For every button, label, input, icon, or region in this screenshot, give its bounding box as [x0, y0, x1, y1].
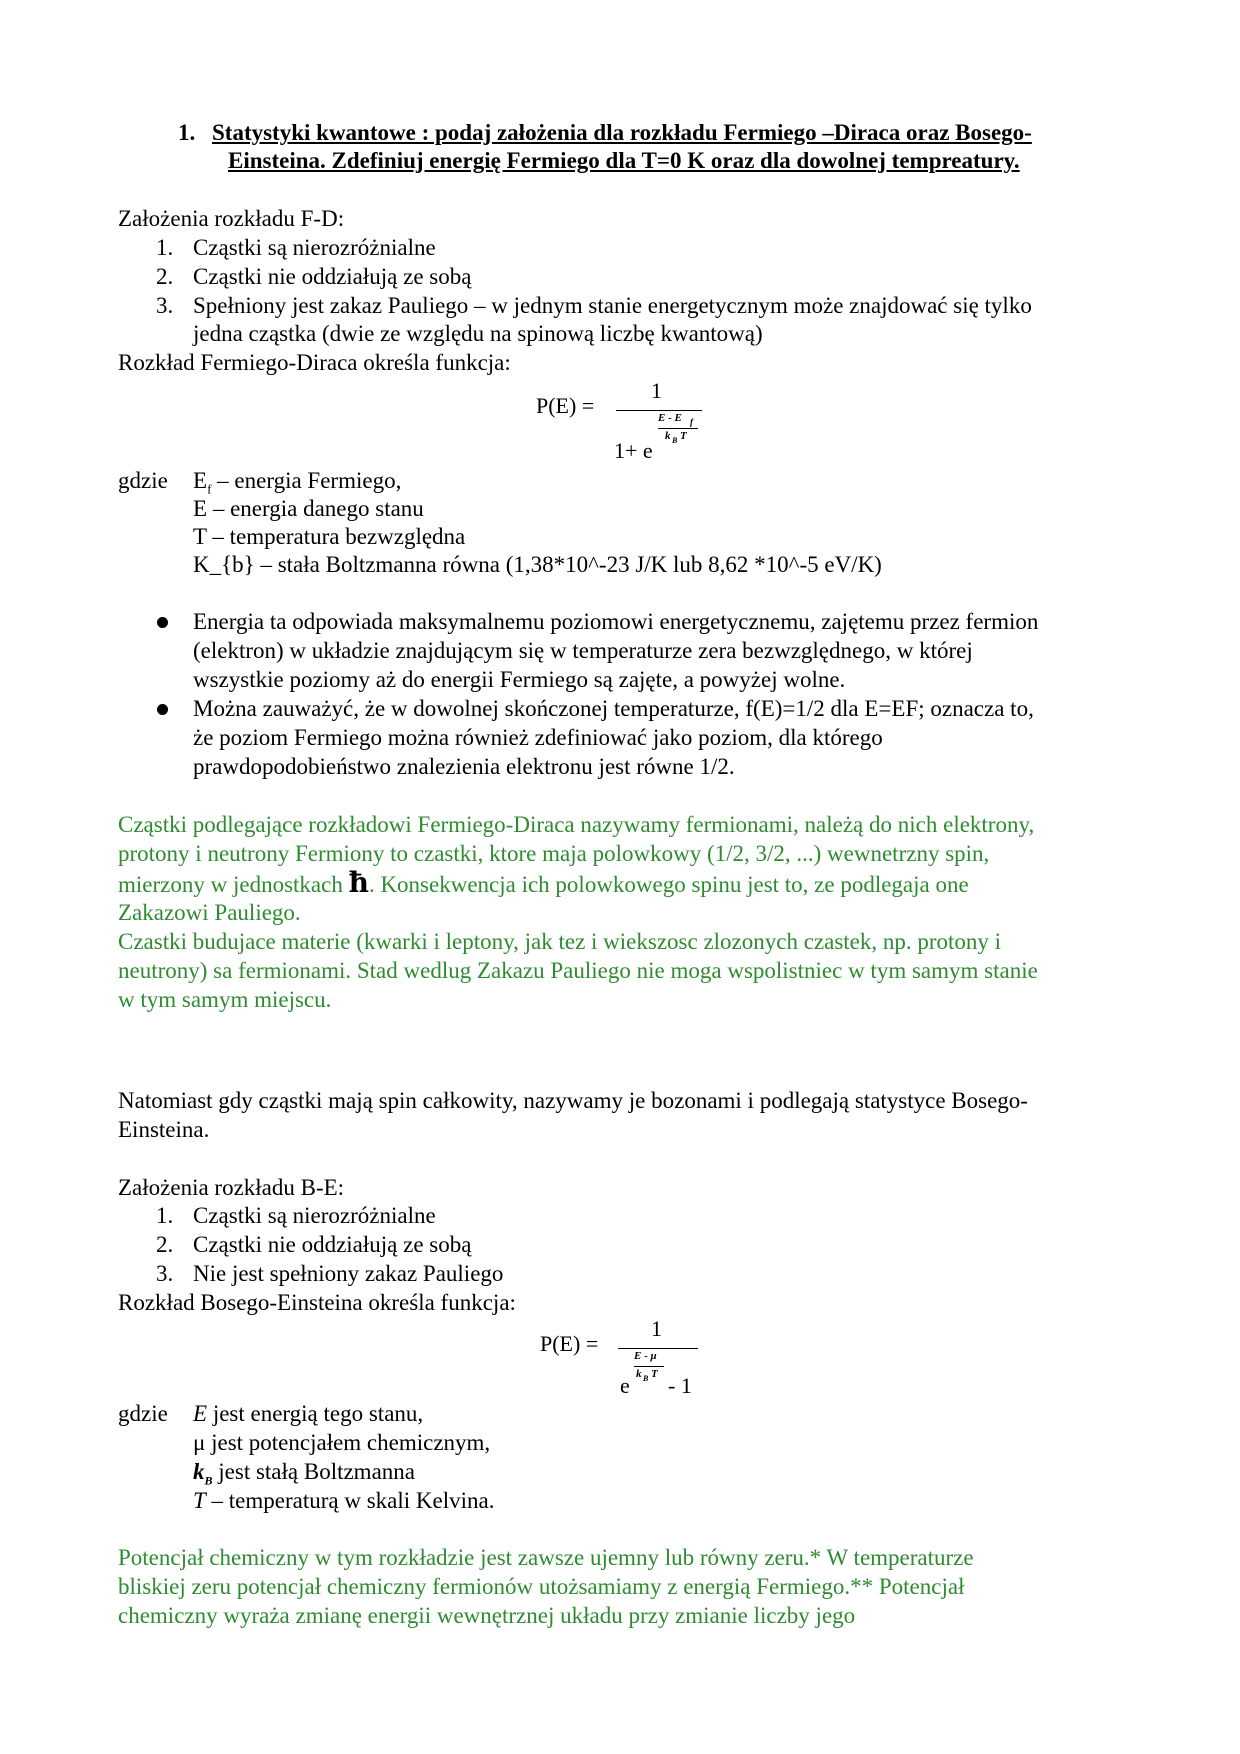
be-item-number: 2.: [156, 1232, 174, 1257]
be-item-number: 3.: [156, 1261, 174, 1286]
fd-item-number: 1.: [156, 235, 174, 260]
green-text-line: protony i neutrony Fermiony to czastki, ktore maja polowkowy (1/2, 3/2, ...) wewnetrzny spin,: [118, 841, 990, 866]
heading-line-1: Statystyki kwantowe : podaj założenia dla rozkładu Fermiego –Diraca oraz Bosego-: [212, 120, 1032, 145]
fd-item-number: 3.: [156, 293, 174, 318]
fd-exp-bot-t: T: [680, 430, 687, 442]
bullet-line: Energia ta odpowiada maksymalnemu poziomowi energetycznemu, zajętemu przez fermion: [193, 609, 1039, 634]
fd-formula-fraction-line: [616, 410, 702, 411]
green-text-line: Cząstki podlegające rozkładowi Fermiego-Diraca nazywamy fermionami, należą do nich elektrony,: [118, 812, 1035, 837]
bullet-icon: [157, 704, 168, 715]
be-formula-fraction-line: [618, 1348, 698, 1349]
bullet-line: wszystkie poziomy aż do energii Fermiego są zajęte, a powyżej wolne.: [193, 667, 846, 692]
fd-formula-denominator: 1+ e: [614, 438, 653, 463]
be-where-line: E jest energią tego stanu,: [193, 1401, 424, 1426]
be-intro-line: Natomiast gdy cząstki mają spin całkowity, nazywamy je bozonami i podlegają statystyce Bosego-: [118, 1088, 1028, 1113]
green-text-line: Potencjał chemiczny w tym rozkładzie jest zawsze ujemny lub równy zeru.* W temperaturze: [118, 1545, 974, 1570]
be-item-text: Nie jest spełniony zakaz Pauliego: [193, 1261, 504, 1286]
fd-where-word: gdzie: [118, 468, 168, 493]
fd-function-intro: Rozkład Fermiego-Diraca określa funkcja:: [118, 350, 511, 375]
bullet-line: Można zauważyć, że w dowolnej skończonej temperaturze, f(E)=1/2 dla E=EF; oznacza to,: [193, 696, 1034, 721]
fd-exp-bot-sub: B: [672, 436, 678, 445]
hbar-symbol: ħ: [348, 866, 369, 899]
be-where-line: $k_B$ jest stałą Boltzmanna: [193, 1459, 415, 1488]
bullet-line: prawdopodobieństwo znalezienia elektronu jest równe 1/2.: [193, 754, 735, 779]
green-text-line: w tym samym miejscu.: [118, 987, 332, 1012]
fd-where-line: K_{b} – stała Boltzmanna równa (1,38*10^-23 J/K lub 8,62 *10^-5 eV/K): [193, 552, 882, 577]
be-formula-denominator-tail: - 1: [668, 1373, 692, 1398]
green-text-line: mierzony w jednostkach ħ. Konsekwencja ich polowkowego spinu jest to, ze podlegaja one: [118, 866, 969, 899]
be-exp-fraction-line: [634, 1366, 664, 1367]
fd-exp-fraction-line: [658, 428, 698, 429]
green-text-line: Zakazowi Pauliego.: [118, 900, 301, 925]
bullet-line: (elektron) w układzie znajdującym się w temperaturze zera bezwzględnego, w której: [193, 638, 973, 663]
fd-where-line: T – temperatura bezwzględna: [193, 524, 466, 549]
fd-item-text: Cząstki nie oddziałują ze sobą: [193, 264, 472, 289]
bullet-line: że poziom Fermiego można również zdefiniować jako poziom, dla którego: [193, 725, 883, 750]
be-item-text: Cząstki nie oddziałują ze sobą: [193, 1232, 472, 1257]
be-exp-bot-t: T: [651, 1368, 658, 1380]
be-exp-bot-sub: B: [643, 1374, 649, 1383]
fd-item-text: Spełniony jest zakaz Pauliego – w jednym stanie energetycznym może znajdować się tylko: [193, 293, 1032, 318]
fd-where-line: E – energia danego stanu: [193, 496, 424, 521]
be-where-word: gdzie: [118, 1401, 168, 1426]
be-where-line: T – temperaturą w skali Kelvina.: [193, 1488, 495, 1513]
fd-item-text-cont: jedna cząstka (dwie ze względu na spinową liczbę kwantową): [193, 321, 763, 346]
be-assumptions-title: Założenia rozkładu B-E:: [118, 1175, 345, 1200]
fd-assumptions-title: Założenia rozkładu F-D:: [118, 206, 345, 231]
be-item-number: 1.: [156, 1203, 174, 1228]
be-exp-top: E - μ: [634, 1350, 657, 1362]
fd-where-line: $E_f$ – energia Fermiego,: [193, 468, 402, 497]
be-item-text: Cząstki są nierozróżnialne: [193, 1203, 436, 1228]
fd-exp-top-sub: f: [690, 417, 693, 427]
fd-item-text: Cząstki są nierozróżnialne: [193, 235, 436, 260]
be-intro-line: Einsteina.: [118, 1117, 210, 1142]
fd-formula-numerator: 1: [651, 378, 662, 403]
heading-number: 1.: [178, 120, 196, 145]
fd-item-number: 2.: [156, 264, 174, 289]
be-where-line: μ jest potencjałem chemicznym,: [193, 1430, 491, 1455]
be-exp-bot: k: [636, 1368, 642, 1380]
green-text-line: Czastki budujace materie (kwarki i leptony, jak tez i wiekszosc zlozonych czastek, np. protony i: [118, 929, 1002, 954]
be-function-intro: Rozkład Bosego-Einsteina określa funkcja:: [118, 1290, 516, 1315]
bullet-icon: [157, 617, 168, 628]
heading-line-2: Einsteina. Zdefiniuj energię Fermiego dla T=0 K oraz dla dowolnej tempreatury.: [228, 148, 1020, 173]
green-text-line: chemiczny wyraża zmianę energii wewnętrznej układu przy zmianie liczby jego: [118, 1603, 856, 1628]
fd-exp-bot: k: [665, 430, 671, 442]
green-text-line: bliskiej zeru potencjał chemiczny fermionów utożsamiamy z energią Fermiego.** Potencjał: [118, 1574, 965, 1599]
be-formula-numerator: 1: [651, 1316, 662, 1341]
fd-exp-top: E - E: [658, 412, 682, 424]
be-formula-denominator: e: [620, 1373, 630, 1398]
green-text-line: neutrony) sa fermionami. Stad wedlug Zakazu Pauliego nie moga wspolistniec w tym samym stanie: [118, 958, 1038, 983]
be-formula-lhs: P(E) =: [540, 1331, 599, 1356]
fd-formula-lhs: P(E) =: [536, 393, 595, 418]
